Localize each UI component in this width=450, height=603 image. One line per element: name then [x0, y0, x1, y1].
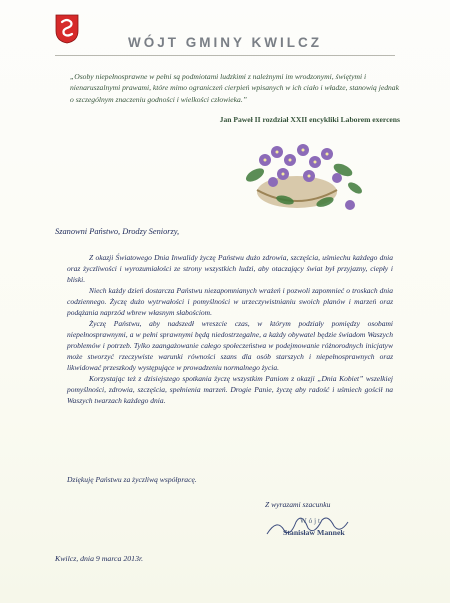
epigraph-source: Jan Paweł II rozdział XXII encykliki Laborem exercens — [219, 115, 400, 124]
page-title: WÓJT GMINY KWILCZ — [128, 35, 322, 50]
signer-name: Stanisław Mannek — [283, 528, 345, 537]
letter-body — [67, 252, 393, 406]
epigraph-quote: „Osoby niepełnosprawne w pełni są podmiotami ludzkimi z należnymi im wrodzonymi, świętymi i nienaruszalnymi prawami, które mimo ograniczeń cierpień wpisanych w ich ciało i władze, stanowią jednak o szczególnym znaczeniu godności i wielkości człowieka.” — [70, 72, 399, 104]
paragraph: Z okazji Światowego Dnia Inwalidy życzę Państwu dużo zdrowia, szczęścia, uśmiechu każdego dnia oraz życzliwości i wyrozumiałości ze strony wszystkich ludzi, aby otaczający świat był przyjazny, ciepły i bliski. — [67, 253, 393, 284]
paragraph: Życzę Państwu, aby nadszedł wreszcie czas, w którym podziały pomiędzy osobami niepełnosprawnymi, a w pełni sprawnymi będą niedostrzegalne, a każdy obywatel będzie świadom Waszych problemów i potrzeb. Tylko zaangażowanie całego społeczeństwa w podejmowanie różnorodnych inicjatyw może stworzyć rzeczywiste warunki równości szans dla osób starszych i niepełnosprawnych oraz likwidować przeszkody występujące w prowadzeniu normalnego życia. — [67, 319, 393, 372]
divider — [55, 55, 395, 56]
closing-line: Dziękuję Państwu za życzliwą współpracę. — [67, 475, 197, 484]
paragraph: Korzystając też z dzisiejszego spotkania życzę wszystkim Paniom z okazji „Dnia Kobiet” wszelkiej pomyślności, zdrowia, szczęścia, spełnienia marzeń. Drogie Panie, życzę aby radość i uśmiech gościł na Waszych twarzach każdego dnia. — [67, 374, 393, 405]
letter-date: Kwilcz, dnia 9 marca 2013r. — [55, 554, 144, 563]
salutation: Szanowni Państwo, Drodzy Seniorzy, — [55, 227, 180, 236]
regards-line: Z wyrazami szacunku — [265, 500, 331, 509]
violets-basket-illustration — [225, 130, 370, 222]
paragraph: Niech każdy dzień dostarcza Państwu niezapomnianych wrażeń i pozwoli zapomnieć o troskach dnia codziennego. Życzę dużo wytrwałości i pomyślności w urzeczywistnianiu swoich planów i marzeń oraz podążania naprzód wbrew własnym słabościom. — [67, 286, 393, 317]
signer-role: Wójt — [300, 517, 322, 525]
